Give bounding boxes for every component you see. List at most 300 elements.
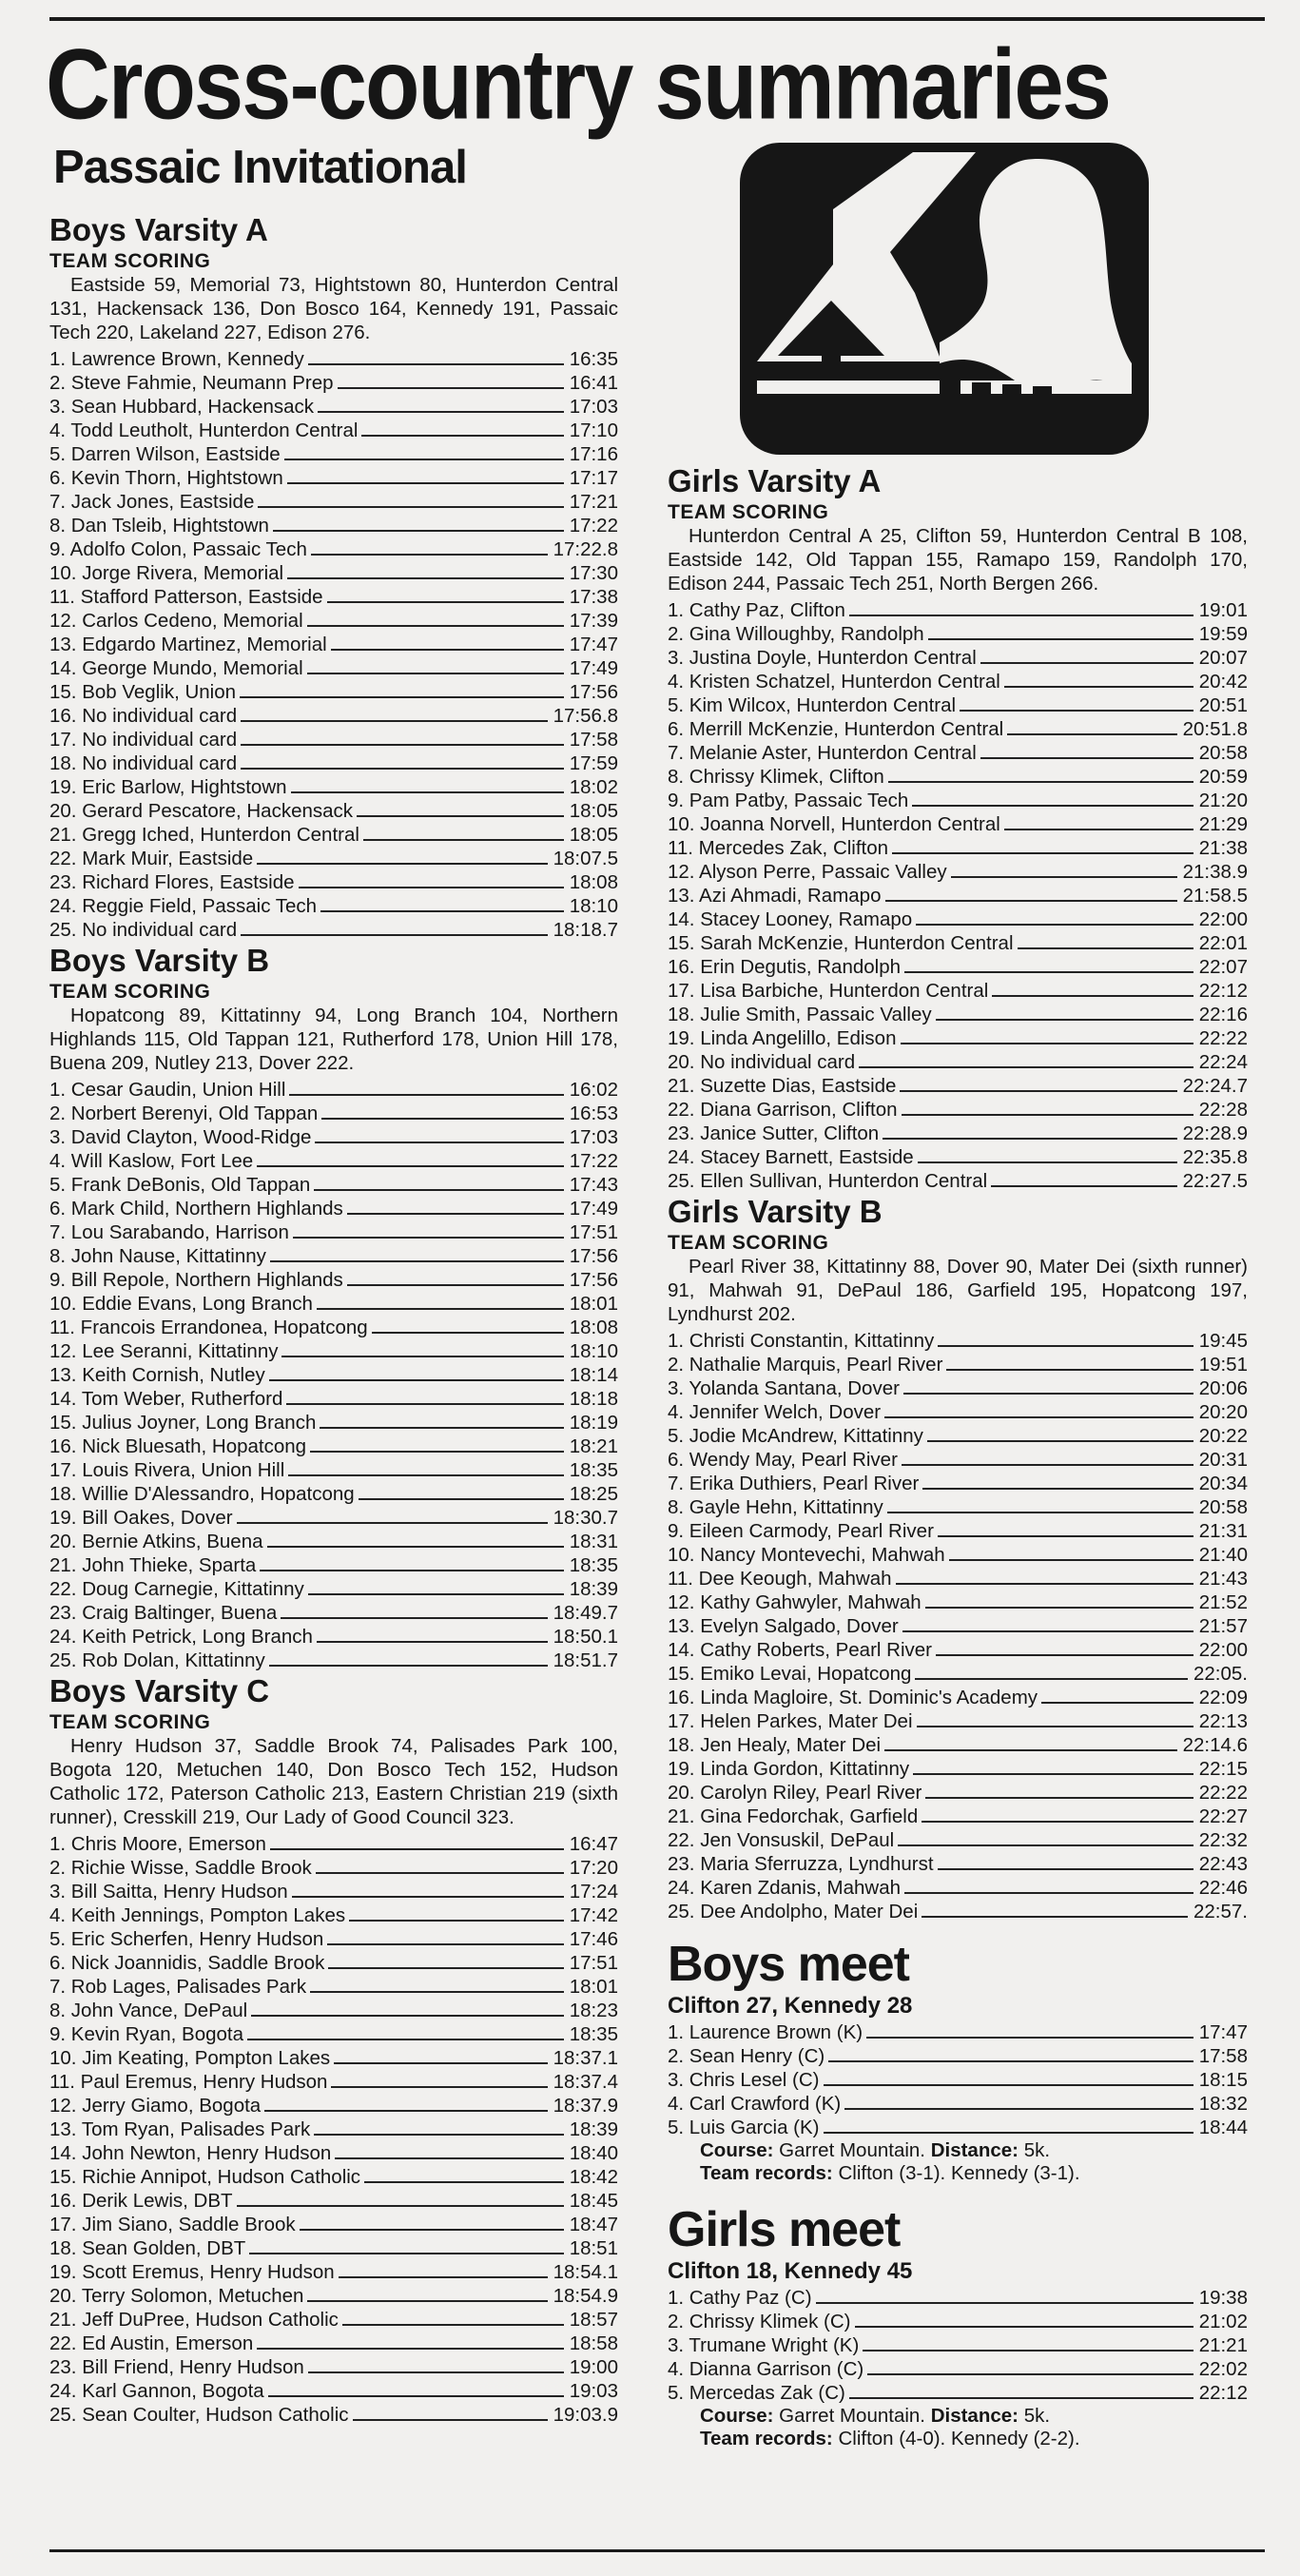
runner-name: 21. Suzette Dias, Eastside (668, 1075, 897, 1097)
runner-name: 3. Yolanda Santana, Dover (668, 1377, 900, 1399)
results-section (668, 1193, 1248, 1923)
runner-time: 22:24 (1198, 1051, 1248, 1073)
runner-time: 20:22 (1198, 1425, 1248, 1447)
leader-line (364, 2181, 564, 2183)
result-row (49, 1292, 618, 1316)
leader-line (314, 1189, 563, 1191)
runner-name: 23. Janice Sutter, Clifton (668, 1122, 880, 1144)
leader-line (307, 2300, 547, 2302)
result-row (668, 1424, 1248, 1448)
leader-line (273, 530, 564, 532)
runner-name: 22. Diana Garrison, Clifton (668, 1099, 898, 1121)
result-row (668, 1003, 1248, 1026)
runner-time: 18:08 (569, 871, 618, 893)
result-row (668, 717, 1248, 741)
runner-name: 7. Jack Jones, Eastside (49, 491, 255, 513)
team-scoring-label: TEAM SCORING (668, 1232, 829, 1254)
leader-line (888, 781, 1193, 783)
runner-time: 22:43 (1198, 1853, 1248, 1875)
leader-line (269, 1379, 564, 1381)
runner-name: 15. Emiko Levai, Hopatcong (668, 1663, 912, 1685)
result-row (49, 442, 618, 466)
runner-name: 15. Richie Annipot, Hudson Catholic (49, 2166, 361, 2188)
result-row (49, 2213, 618, 2236)
runner-time: 18:23 (569, 2000, 618, 2021)
records-value: Clifton (3-1). Kennedy (3-1). (838, 2162, 1080, 2184)
result-row (49, 1125, 618, 1149)
runner-time: 21:29 (1198, 813, 1248, 835)
runner-time: 17:56.8 (553, 705, 618, 727)
runner-time: 19:59 (1198, 623, 1248, 645)
runner-name: 12. Alyson Perre, Passaic Valley (668, 861, 947, 883)
leader-line (320, 1427, 563, 1429)
leader-line (844, 2108, 1193, 2110)
runner-time: 18:37.1 (553, 2047, 618, 2069)
leader-line (928, 638, 1193, 640)
result-row (668, 1757, 1248, 1781)
runner-name: 21. Gregg Iched, Hunterdon Central (49, 824, 359, 846)
runner-time: 17:38 (569, 586, 618, 608)
result-row (49, 1880, 618, 1903)
runner-time: 18:51 (569, 2237, 618, 2259)
runner-time: 20:07 (1198, 647, 1248, 669)
runner-time: 17:20 (569, 1857, 618, 1879)
runner-time: 22:07 (1198, 956, 1248, 978)
runner-name: 11. Mercedes Zak, Clifton (668, 837, 889, 859)
records-label: Team records: (700, 2162, 833, 2184)
result-row (668, 1122, 1248, 1145)
runner-name: 20. Terry Solomon, Metuchen (49, 2285, 304, 2307)
leader-line (1041, 1702, 1193, 1704)
runner-name: 9. Pam Patby, Passaic Tech (668, 790, 909, 811)
runner-time: 18:02 (569, 776, 618, 798)
result-row (49, 1832, 618, 1856)
runner-name: 20. Gerard Pescatore, Hackensack (49, 800, 354, 822)
result-row (49, 2022, 618, 2046)
leader-line (902, 1464, 1193, 1466)
runner-name: 13. Keith Cornish, Nutley (49, 1364, 265, 1386)
runner-name: 10. Joanna Norvell, Hunterdon Central (668, 813, 1000, 835)
result-row (49, 514, 618, 537)
runner-name: 12. Kathy Gahwyler, Mahwah (668, 1591, 922, 1613)
runner-time: 17:24 (569, 1881, 618, 1903)
result-row (668, 1567, 1248, 1590)
runner-name: 10. Jim Keating, Pompton Lakes (49, 2047, 331, 2069)
runner-time: 18:58 (569, 2332, 618, 2354)
course-label: Course: (700, 2405, 774, 2427)
runner-name: 18. Julie Smith, Passaic Valley (668, 1004, 932, 1025)
runner-time: 18:10 (569, 895, 618, 917)
leader-line (824, 2132, 1193, 2134)
runner-name: 5. Darren Wilson, Eastside (49, 443, 281, 465)
boys-meet-section (668, 1937, 1248, 2185)
runner-name: 19. Bill Oakes, Dover (49, 1507, 233, 1529)
result-row (668, 1852, 1248, 1876)
result-row (668, 741, 1248, 765)
section-heading: Boys Varsity B (49, 943, 270, 978)
leader-line (293, 1237, 564, 1239)
runner-time: 18:37.9 (553, 2095, 618, 2117)
result-row (668, 1805, 1248, 1828)
leader-line (855, 2326, 1193, 2328)
runner-name: 17. No individual card (49, 729, 238, 751)
runner-time: 20:58 (1198, 742, 1248, 764)
runner-time: 22:13 (1198, 1710, 1248, 1732)
runner-name: 10. Nancy Montevechi, Mahwah (668, 1544, 945, 1566)
result-row (49, 2117, 618, 2141)
result-row (49, 656, 618, 680)
result-row (668, 1074, 1248, 1098)
team-scoring-text: Eastside 59, Memorial 73, Hightstown 80, Hunterdon Central 131, Hackensack 136, Don Bosco 164, Kennedy 191, Passaic Tech 220, Lakeland 227, Edison 276. (49, 274, 618, 343)
result-row (49, 1244, 618, 1268)
runner-name: 11. Paul Eremus, Henry Hudson (49, 2071, 328, 2093)
runner-name: 15. Sarah McKenzie, Hunterdon Central (668, 932, 1014, 954)
runner-name: 8. Gayle Hehn, Kittatinny (668, 1496, 883, 1518)
result-row (49, 1649, 618, 1672)
result-row (668, 693, 1248, 717)
result-row (49, 395, 618, 419)
runner-name: 23. Richard Flores, Eastside (49, 871, 295, 893)
runner-name: 1. Cesar Gaudin, Union Hill (49, 1079, 286, 1101)
runner-name: 1. Christi Constantin, Kittatinny (668, 1330, 935, 1352)
leader-line (1004, 686, 1193, 688)
result-row (668, 622, 1248, 646)
runner-name: 11. Stafford Patterson, Eastside (49, 586, 323, 608)
runner-name: 11. Francois Errandonea, Hopatcong (49, 1317, 368, 1338)
runner-name: 22. Doug Carnegie, Kittatinny (49, 1578, 304, 1600)
leader-line (912, 805, 1193, 807)
result-row (668, 931, 1248, 955)
runner-name: 22. Mark Muir, Eastside (49, 848, 254, 869)
leader-line (357, 815, 564, 817)
runner-name: 13. Edgardo Martinez, Memorial (49, 634, 327, 655)
result-row (49, 2189, 618, 2213)
runner-time: 18:47 (569, 2214, 618, 2235)
runner-time: 22:24.7 (1182, 1075, 1248, 1097)
runner-name: 4. Dianna Garrison (C) (668, 2358, 864, 2380)
result-row (49, 799, 618, 823)
runner-name: 25. Rob Dolan, Kittatinny (49, 1649, 265, 1671)
runner-time: 22:12 (1198, 2382, 1248, 2404)
runner-name: 24. Stacey Barnett, Eastside (668, 1146, 914, 1168)
runner-name: 11. Dee Keough, Mahwah (668, 1568, 892, 1590)
runner-time: 18:44 (1198, 2117, 1248, 2138)
runner-name: 25. Dee Andolpho, Mater Dei (668, 1901, 919, 1922)
leader-line (310, 1451, 564, 1453)
runner-time: 18:19 (569, 1412, 618, 1434)
course-label: Course: (700, 2139, 774, 2161)
result-row (49, 1316, 618, 1339)
leader-line (316, 1872, 564, 1874)
leader-line (257, 863, 547, 865)
runner-name: 12. Jerry Giamo, Bogota (49, 2095, 262, 2117)
runner-time: 17:58 (1198, 2045, 1248, 2067)
leader-line (321, 1118, 563, 1120)
leader-line (331, 649, 564, 651)
result-row (49, 1975, 618, 1999)
result-row (668, 1781, 1248, 1805)
leader-line (902, 1630, 1193, 1632)
runner-time: 21:57 (1198, 1615, 1248, 1637)
runner-name: 1. Lawrence Brown, Kennedy (49, 348, 304, 370)
runner-name: 25. Sean Coulter, Hudson Catholic (49, 2404, 349, 2426)
runner-name: 23. Craig Baltinger, Buena (49, 1602, 278, 1624)
runner-time: 17:39 (569, 610, 618, 632)
runner-time: 17:03 (569, 396, 618, 418)
result-row (49, 1339, 618, 1363)
runner-name: 18. Sean Golden, DBT (49, 2237, 246, 2259)
runner-name: 19. Linda Angelillo, Edison (668, 1027, 897, 1049)
runner-time: 22:32 (1198, 1829, 1248, 1851)
leader-line (904, 971, 1193, 973)
runner-name: 4. Will Kaslow, Fort Lee (49, 1150, 254, 1172)
leader-line (1007, 733, 1176, 735)
result-row (49, 2403, 618, 2427)
leader-line (913, 1773, 1193, 1775)
result-row (49, 1927, 618, 1951)
records-value: Clifton (4-0). Kennedy (2-2). (838, 2428, 1080, 2449)
leader-line (884, 1416, 1193, 1418)
runner-name: 6. Mark Child, Northern Highlands (49, 1198, 343, 1220)
runner-time: 21:31 (1198, 1520, 1248, 1542)
result-row (668, 860, 1248, 884)
result-row (668, 1169, 1248, 1193)
runner-name: 2. Chrissy Klimek (C) (668, 2311, 851, 2332)
result-row (49, 1951, 618, 1975)
runner-time: 22:00 (1198, 908, 1248, 930)
runner-time: 18:21 (569, 1435, 618, 1457)
leader-line (284, 459, 564, 460)
runner-name: 16. Erin Degutis, Randolph (668, 956, 902, 978)
runner-time: 19:01 (1198, 599, 1248, 621)
runner-time: 18:37.4 (553, 2071, 618, 2093)
result-row (668, 789, 1248, 812)
runner-name: 14. Stacey Looney, Ramapo (668, 908, 913, 930)
runner-time: 18:54.9 (553, 2285, 618, 2307)
result-row (49, 2046, 618, 2070)
runner-name: 18. Willie D'Alessandro, Hopatcong (49, 1483, 355, 1505)
leader-line (951, 876, 1177, 878)
runner-name: 17. Louis Rivera, Union Hill (49, 1459, 285, 1481)
runner-time: 17:03 (569, 1126, 618, 1148)
runner-name: 8. Dan Tsleib, Hightstown (49, 515, 269, 537)
runner-time: 21:38.9 (1182, 861, 1248, 883)
runner-time: 18:39 (569, 2118, 618, 2140)
result-row (49, 1458, 618, 1482)
distance-value: 5k. (1023, 2139, 1051, 2161)
runner-time: 22:22 (1198, 1027, 1248, 1049)
leader-line (349, 1920, 564, 1922)
team-scoring-label: TEAM SCORING (49, 250, 211, 272)
runner-time: 22:05. (1193, 1663, 1248, 1685)
runner-time: 22:15 (1198, 1758, 1248, 1780)
runner-time: 17:47 (569, 634, 618, 655)
result-row (49, 728, 618, 751)
result-row (668, 1448, 1248, 1472)
runner-name: 16. No individual card (49, 705, 238, 727)
result-row (49, 870, 618, 894)
runner-time: 19:03 (569, 2380, 618, 2402)
result-row (49, 419, 618, 442)
leader-line (946, 1369, 1193, 1371)
leader-line (339, 2276, 548, 2278)
runner-name: 6. Merrill McKenzie, Hunterdon Central (668, 718, 1004, 740)
leader-line (287, 482, 564, 484)
result-row (668, 1145, 1248, 1169)
leader-line (286, 1403, 563, 1405)
runner-time: 19:51 (1198, 1354, 1248, 1376)
leader-line (859, 1066, 1193, 1068)
leader-line (347, 1284, 564, 1286)
runner-name: 3. Trumane Wright (K) (668, 2334, 860, 2356)
runner-time: 18:51.7 (553, 1649, 618, 1671)
runner-name: 2. Sean Henry (C) (668, 2045, 825, 2067)
leader-line (334, 2062, 547, 2064)
runner-time: 22:35.8 (1182, 1146, 1248, 1168)
leader-line (292, 1896, 564, 1898)
leader-line (320, 910, 564, 912)
result-row (49, 2284, 618, 2308)
runner-time: 17:51 (569, 1952, 618, 1974)
results-section (49, 1672, 618, 2427)
leader-line (307, 625, 564, 627)
result-row (49, 1482, 618, 1506)
runner-time: 18:05 (569, 824, 618, 846)
runner-time: 18:18 (569, 1388, 618, 1410)
runner-time: 18:25 (569, 1483, 618, 1505)
leader-line (936, 1654, 1193, 1656)
runner-time: 16:41 (569, 372, 618, 394)
result-row (49, 2355, 618, 2379)
leader-line (258, 506, 563, 508)
leader-line (960, 710, 1193, 712)
result-row (49, 1625, 618, 1649)
leader-line (240, 696, 564, 698)
runner-time: 20:20 (1198, 1401, 1248, 1423)
team-scoring-text: Hopatcong 89, Kittatinny 94, Long Branch 104, Northern Highlands 115, Old Tappan 121, Rutherford 178, Union Hill 178, Buena 209, Nutley 213, Dover 222. (49, 1005, 618, 1074)
leader-line (849, 2397, 1193, 2399)
leader-line (904, 1892, 1193, 1894)
result-row (49, 609, 618, 633)
result-row (668, 1828, 1248, 1852)
runner-name: 16. Derik Lewis, DBT (49, 2190, 233, 2212)
distance-value: 5k. (1023, 2405, 1051, 2427)
girls-meet-records (668, 2428, 1248, 2450)
result-row (49, 751, 618, 775)
runner-name: 20. Carolyn Riley, Pearl River (668, 1782, 922, 1804)
team-scoring-label: TEAM SCORING (668, 501, 829, 523)
result-row (668, 2068, 1248, 2092)
runner-time: 18:50.1 (553, 1626, 618, 1648)
girls-meet-heading: Girls meet (668, 2202, 901, 2257)
runner-name: 15. Julius Joyner, Long Branch (49, 1412, 317, 1434)
runner-time: 17:30 (569, 562, 618, 584)
leader-line (257, 1165, 563, 1167)
runner-time: 18:39 (569, 1578, 618, 1600)
leader-line (257, 2348, 563, 2350)
result-row (668, 1329, 1248, 1353)
leader-line (925, 1607, 1193, 1609)
runner-name: 5. Kim Wilcox, Hunterdon Central (668, 694, 957, 716)
girls-meet-course (668, 2405, 1248, 2428)
runner-time: 20:06 (1198, 1377, 1248, 1399)
runner-name: 2. Nathalie Marquis, Pearl River (668, 1354, 943, 1376)
result-row (668, 1495, 1248, 1519)
runner-time: 16:02 (569, 1079, 618, 1101)
leader-line (363, 839, 564, 841)
result-row (668, 646, 1248, 670)
runner-name: 9. Bill Repole, Northern Highlands (49, 1269, 343, 1291)
runner-foot-logo-icon (740, 143, 1149, 455)
leader-line (249, 2253, 563, 2254)
runner-time: 22:14.6 (1182, 1734, 1248, 1756)
runner-name: 21. Gina Fedorchak, Garfield (668, 1805, 919, 1827)
boys-meet-records (668, 2162, 1248, 2185)
runner-name: 6. Kevin Thorn, Hightstown (49, 467, 283, 489)
result-row (668, 1614, 1248, 1638)
runner-name: 10. Jorge Rivera, Memorial (49, 562, 284, 584)
runner-name: 1. Cathy Paz, Clifton (668, 599, 845, 621)
runner-name: 14. Tom Weber, Rutherford (49, 1388, 283, 1410)
runner-name: 6. Nick Joannidis, Saddle Brook (49, 1952, 325, 1974)
leader-line (883, 1138, 1176, 1140)
leader-line (887, 1512, 1193, 1513)
runner-name: 24. Karl Gannon, Bogota (49, 2380, 264, 2402)
result-row (49, 1553, 618, 1577)
leader-line (314, 2134, 563, 2136)
runner-name: 12. Lee Seranni, Kittatinny (49, 1340, 279, 1362)
leader-line (270, 1848, 564, 1850)
leader-line (916, 924, 1193, 926)
leader-line (247, 2039, 564, 2040)
result-row (668, 1733, 1248, 1757)
result-row (668, 836, 1248, 860)
girls-meet-score: Clifton 18, Kennedy 45 (668, 2258, 913, 2284)
runner-time: 22:27.5 (1182, 1170, 1248, 1192)
leader-line (359, 1498, 564, 1500)
leader-line (925, 1797, 1193, 1799)
runner-time: 20:51.8 (1182, 718, 1248, 740)
leader-line (299, 887, 564, 888)
runner-name: 8. Chrissy Klimek, Clifton (668, 766, 884, 788)
result-row (49, 1601, 618, 1625)
runner-name: 20. No individual card (668, 1051, 856, 1073)
result-row (49, 371, 618, 395)
leader-line (270, 1260, 564, 1262)
result-row (49, 633, 618, 656)
result-row (49, 2094, 618, 2117)
leader-line (353, 2419, 548, 2421)
right-column (668, 462, 1248, 2450)
result-row (668, 979, 1248, 1003)
leader-line (866, 2037, 1193, 2039)
runner-time: 18:18.7 (553, 919, 618, 941)
result-row (49, 1197, 618, 1220)
result-row (49, 680, 618, 704)
leader-line (281, 1356, 563, 1357)
leader-line (1004, 829, 1193, 830)
runner-name: 25. Ellen Sullivan, Hunterdon Central (668, 1170, 988, 1192)
leader-line (885, 900, 1177, 902)
runner-time: 22:09 (1198, 1687, 1248, 1708)
runner-name: 9. Adolfo Colon, Passaic Tech (49, 538, 307, 560)
course-value: Garret Mountain. (779, 2405, 925, 2427)
runner-time: 19:00 (569, 2356, 618, 2378)
runner-name: 2. Gina Willoughby, Randolph (668, 623, 924, 645)
runner-time: 22:46 (1198, 1877, 1248, 1899)
result-row (49, 1530, 618, 1553)
runner-name: 17. Lisa Barbiche, Hunterdon Central (668, 980, 989, 1002)
